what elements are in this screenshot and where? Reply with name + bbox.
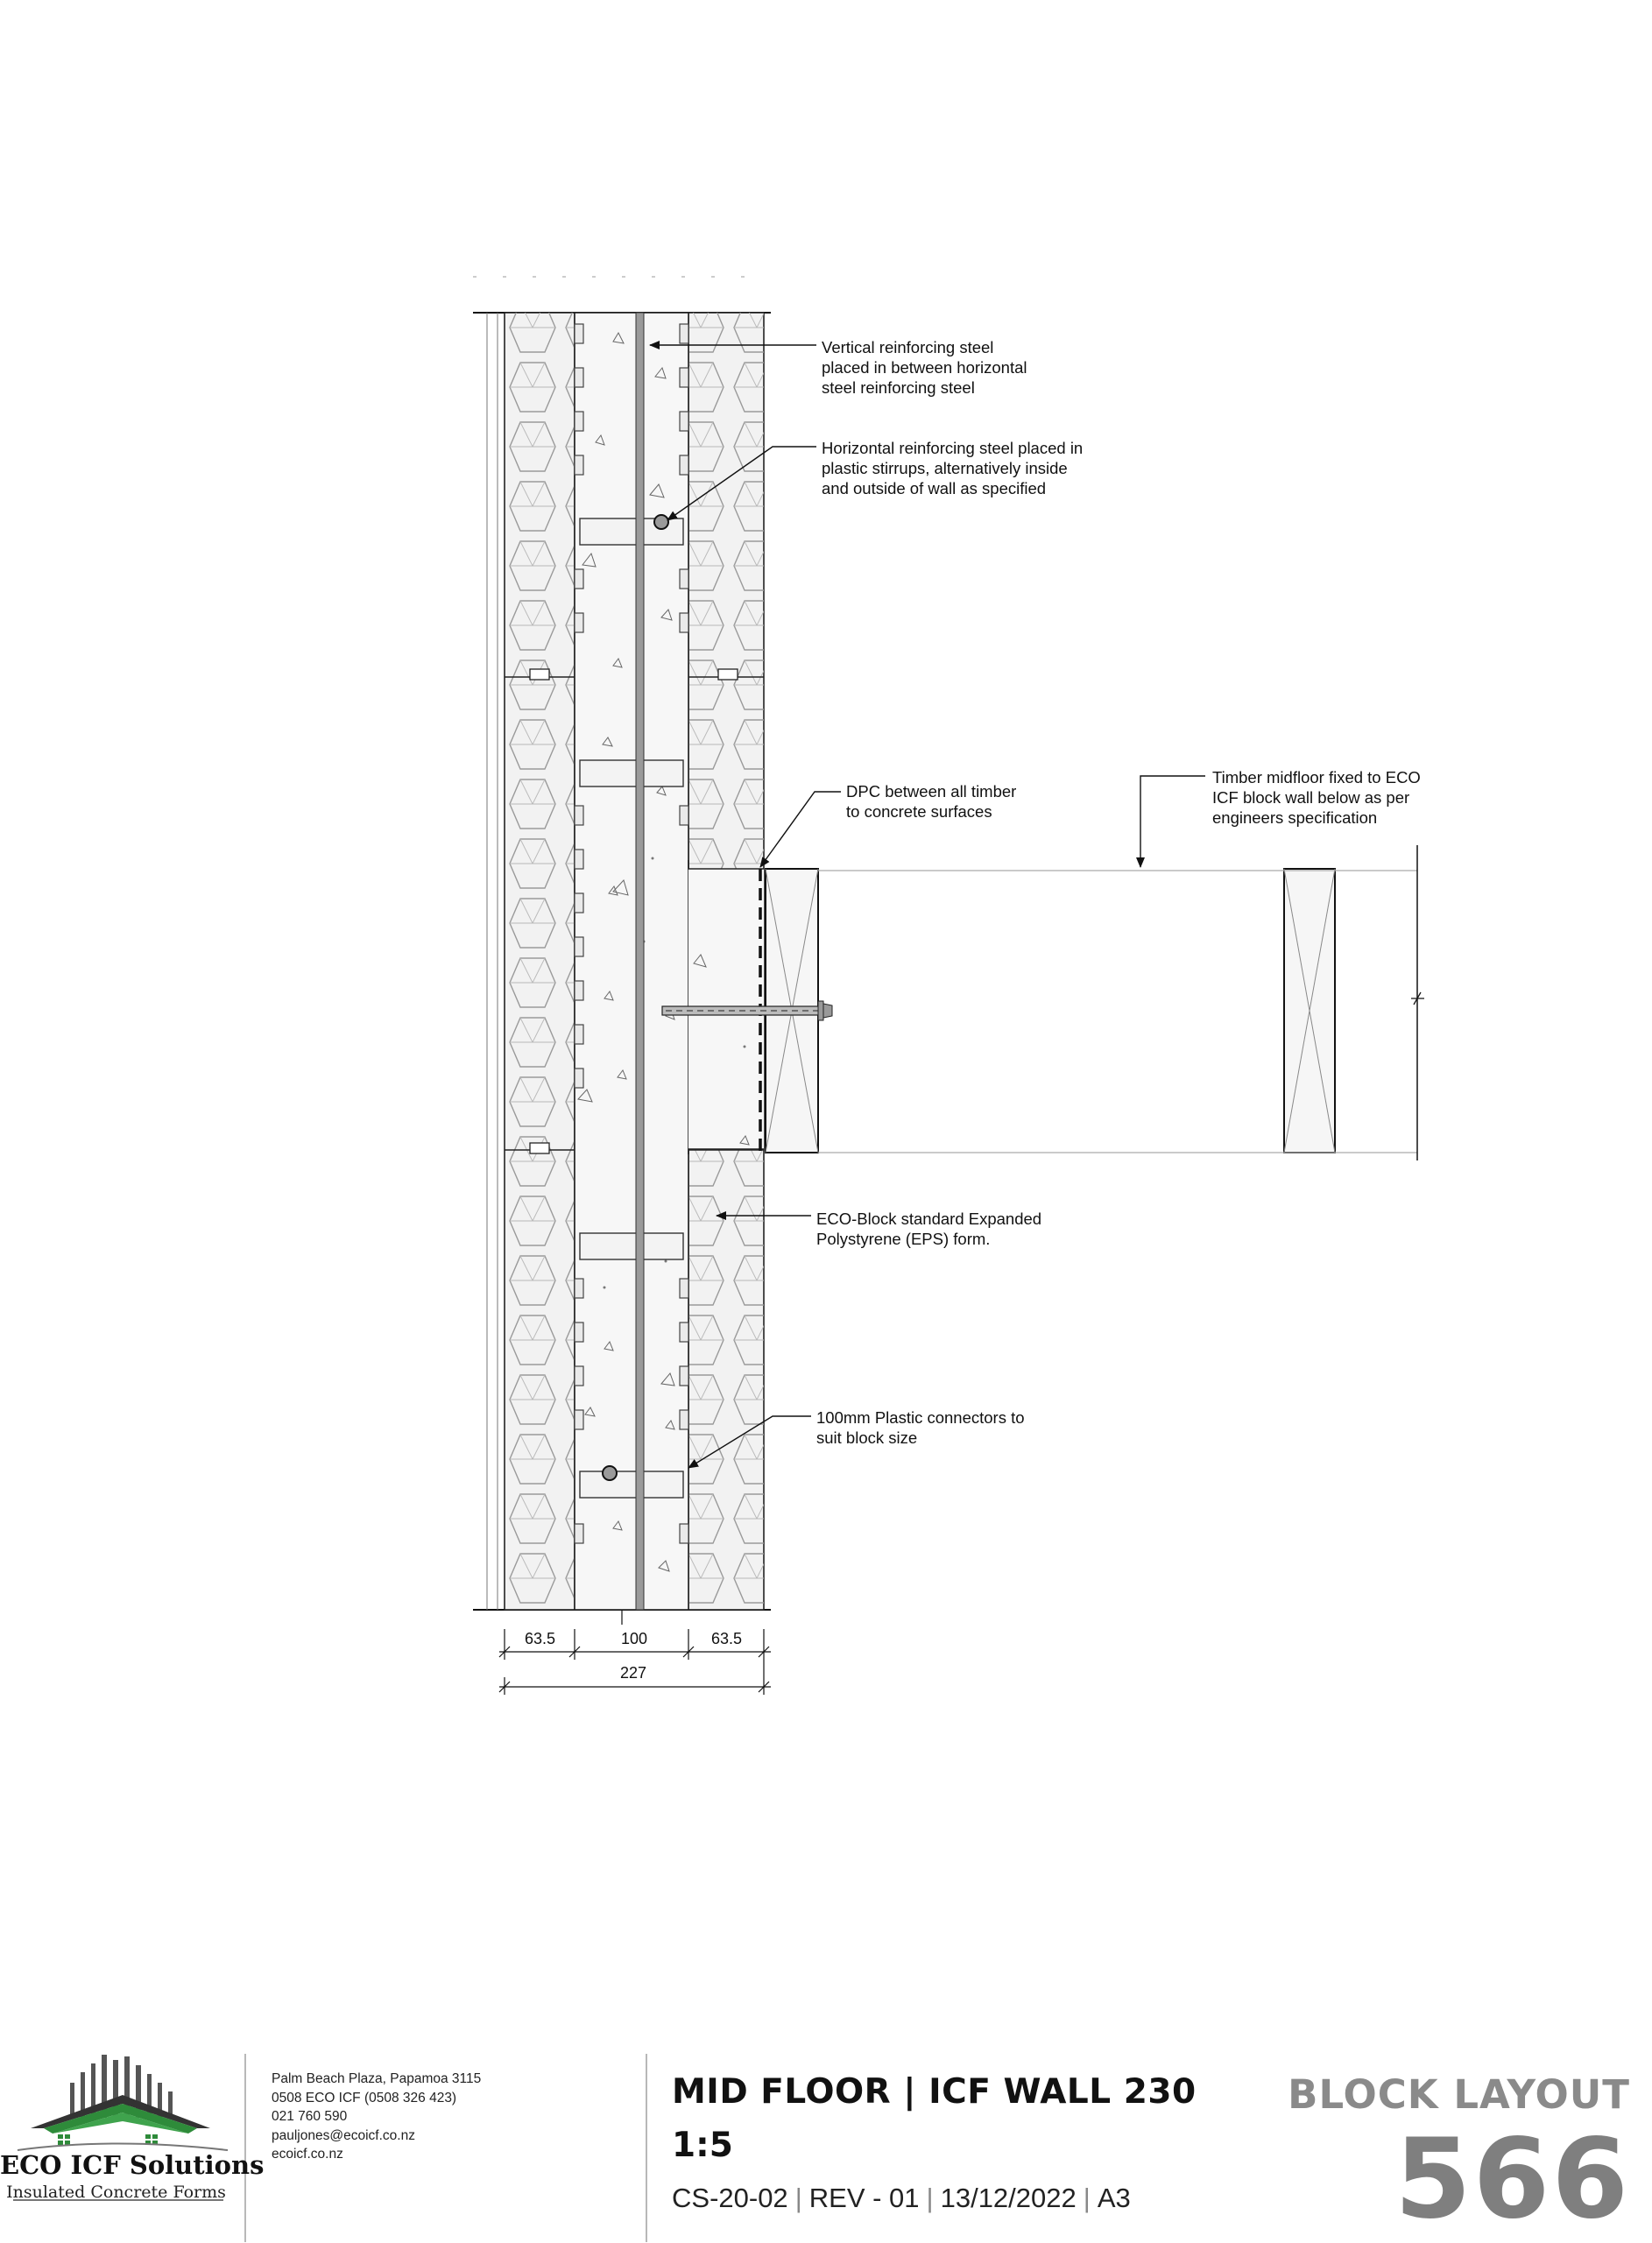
dim-total: 227 <box>620 1664 647 1682</box>
drawing-scale: 1:5 <box>672 2126 733 2165</box>
contact-email[interactable]: pauljones@ecoicf.co.nz <box>272 2127 415 2143</box>
leader-dpc <box>760 792 841 867</box>
drawing-date: 13/12/2022 <box>940 2183 1077 2213</box>
note-dpc: DPC between all timber to concrete surfaces <box>846 782 1017 821</box>
contact-phone-2: 021 760 590 <box>272 2109 348 2124</box>
dim-core: 100 <box>621 1630 648 1647</box>
note-horizontal-steel: Horizontal reinforcing steel placed in plastic stirrups, alternatively inside and outside of wall as specified <box>822 439 1084 497</box>
floor-joist <box>1284 869 1335 1153</box>
note-plastic-connectors: 100mm Plastic connectors to suit block size <box>816 1408 1025 1447</box>
drawing-sheet-size: A3 <box>1097 2183 1131 2213</box>
company-tagline: Insulated Concrete Forms <box>6 2183 226 2202</box>
note-timber-midfloor: Timber midfloor fixed to ECO ICF block wall below as per engineers specification <box>1212 768 1421 827</box>
note-vertical-steel: Vertical reinforcing steel placed in between horizontal steel reinforcing steel <box>822 338 1027 397</box>
drawing-number: CS-20-02 <box>672 2183 788 2213</box>
horizontal-rebar-upper <box>654 515 668 529</box>
leader-timber <box>1140 776 1205 867</box>
vertical-rebar <box>636 313 644 1610</box>
contact-phone-1: 0508 ECO ICF (0508 326 423) <box>272 2090 457 2105</box>
drawing-title: MID FLOOR | ICF WALL 230 <box>672 2072 1197 2112</box>
company-name: ECO ICF Solutions <box>0 2150 265 2180</box>
left-eps-foam <box>505 313 575 1610</box>
drawing-revision: REV - 01 <box>808 2183 920 2213</box>
drawing-reference: CS-20-02 | REV - 01 | 13/12/2022 | A3 <box>672 2183 1131 2213</box>
contact-block <box>272 2070 481 2164</box>
block-layout-label: BLOCK LAYOUT <box>1288 2071 1630 2118</box>
note-eps-form: ECO-Block standard Expanded Polystyrene (EPS) form. <box>816 1210 1042 1248</box>
dim-right-foam: 63.5 <box>711 1630 743 1647</box>
contact-address: Palm Beach Plaza, Papamoa 3115 <box>272 2071 482 2086</box>
block-layout-number: 566 <box>1394 2114 1630 2243</box>
contact-website[interactable]: ecoicf.co.nz <box>272 2147 343 2162</box>
dim-left-foam: 63.5 <box>525 1630 556 1647</box>
horizontal-rebar-lower <box>603 1466 617 1480</box>
